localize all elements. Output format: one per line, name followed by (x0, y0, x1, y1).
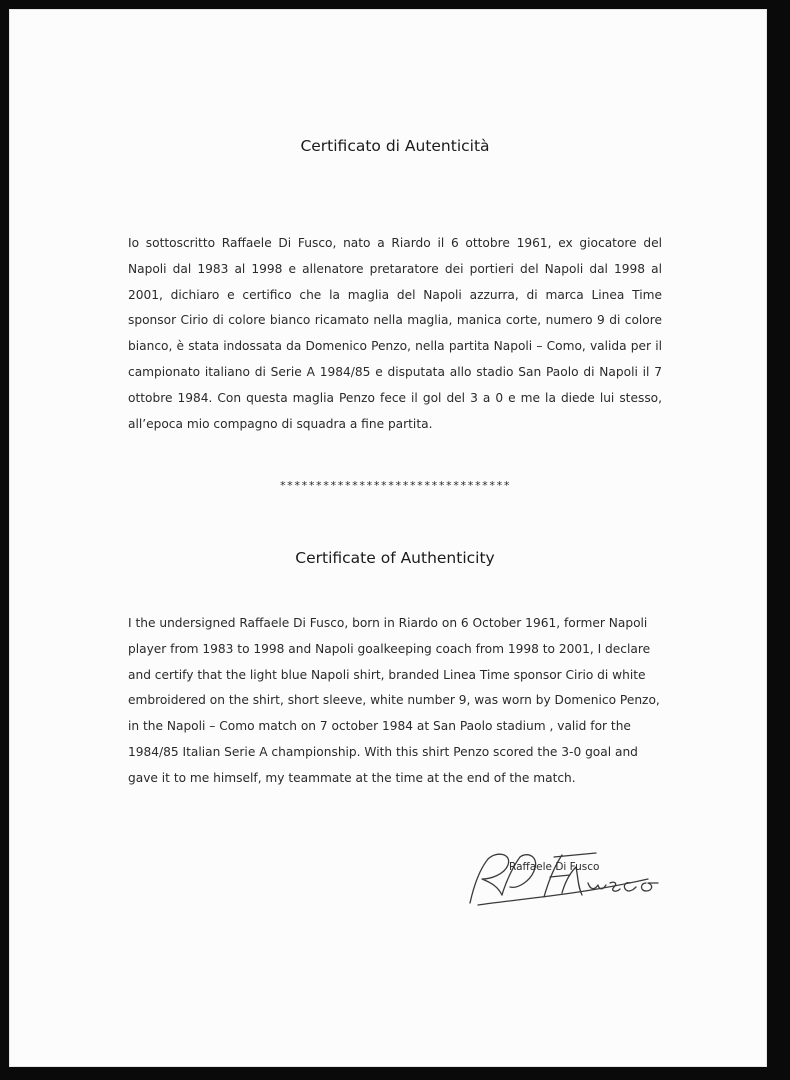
signatory-name: Raffaele Di Fusco (509, 861, 600, 873)
handwritten-signature (458, 843, 668, 913)
title-english: Certificate of Authenticity (295, 549, 495, 567)
body-english: I the undersigned Raffaele Di Fusco, born in Riardo on 6 October 1961, former Napoli player from 1983 to 1998 and Napoli goalkeeping coach from 1998 to 2001, I declare and certify that the light blue Napoli shirt, branded Linea Time sponsor Cirio di white embroidered on the shirt, short sleeve, white number 9, was worn by Domenico Penzo, in the Napoli – Como match on 7 october 1984 at San Paolo stadium , valid for the 1984/85 Italian Serie A championship. With this shirt Penzo scored the 3-0 goal and gave it to me himself, my teammate at the time at the end of the match. (128, 616, 660, 785)
body-italian: Io sottoscritto Raffaele Di Fusco, nato a Riardo il 6 ottobre 1961, ex giocatore del Napoli dal 1983 al 1998 e allenatore pretaratore dei portieri del Napoli dal 1998 al 2001, dichiaro e certifico che la maglia del Napoli azzurra, di marca Linea Time sponsor Cirio di colore bianco ricamato nella maglia, manica corte, numero 9 di colore bianco, è stata indossata da Domenico Penzo, nella partita Napoli – Como, valida per il campionato italiano di Serie A 1984/85 e disputata allo stadio San Paolo di Napoli il 7 ottobre 1984. Con questa maglia Penzo fece il gol del 3 a 0 e me la diede lui stesso, all’epoca mio compagno di squadra a fine partita. (128, 236, 662, 431)
title-italian: Certificato di Autenticità (300, 137, 490, 155)
asterisk-separator: ******************************** (279, 479, 511, 492)
